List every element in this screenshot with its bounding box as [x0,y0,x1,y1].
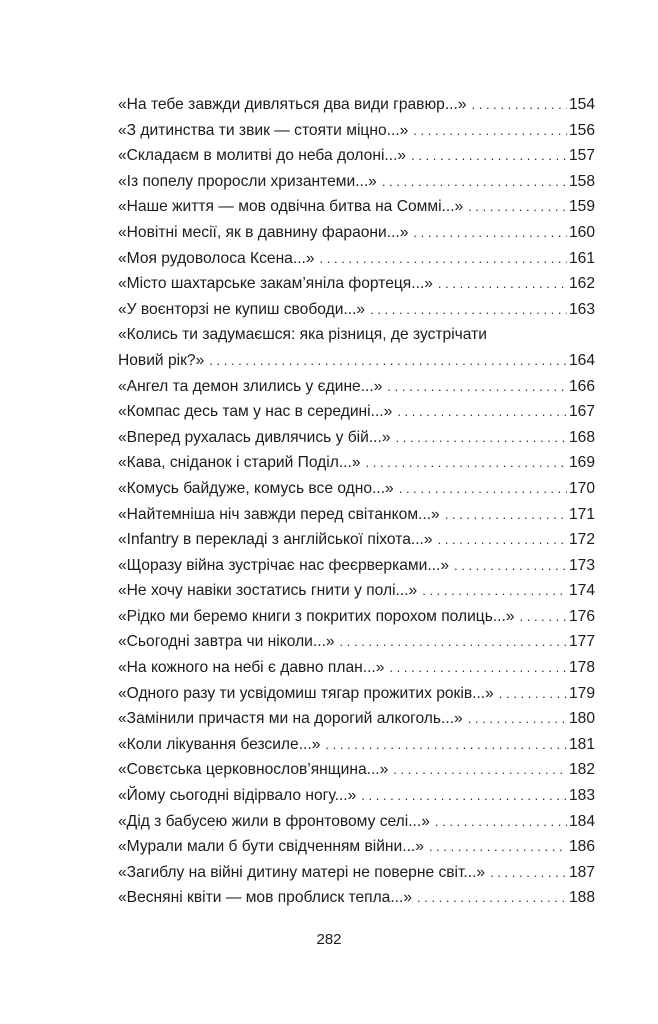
toc-entry-title-line1: «Колись ти задумаєшся: яка різниця, де зустрічати [118,326,487,344]
toc-entry-title: «Мурали мали б бути свідченням війни...» [118,838,424,856]
toc-entry [118,425,595,451]
toc-entry-page: 179 [568,684,595,702]
leader-dots [340,629,567,655]
leader-dots [397,399,567,425]
toc-entry [118,297,595,323]
toc-entry-title: «Наше життя — мов одвічна битва на Соммі...» [118,198,464,216]
toc-entry [118,681,595,707]
toc-entry [118,246,595,272]
leader-dots [382,169,567,195]
leader-dots [413,220,567,246]
leader-dots [387,374,567,400]
toc-entry-page: 172 [568,531,595,549]
leader-dots [389,655,567,681]
toc-entry-title: «Із попелу проросли хризантеми...» [118,172,377,190]
toc-entry-page: 160 [568,223,595,241]
toc-entry-page: 174 [568,582,595,600]
leader-dots [413,118,567,144]
toc-entry-page: 181 [568,735,595,753]
leader-dots [361,783,567,809]
toc-entry-page: 183 [568,787,595,805]
toc-entry-title: «Одного разу ти усвідомиш тягар прожитих років...» [118,684,494,702]
toc-entry-page: 158 [568,172,595,190]
toc-entry [118,604,595,630]
toc-entry-title: «На тебе завжди дивляться два види гравюр...» [118,96,467,113]
toc-entry-title: «Загиблу на війні дитину матері не поверне світ...» [118,863,486,881]
toc-entry-page: 163 [568,300,595,318]
leader-dots [417,885,567,911]
toc-entry-page: 173 [568,556,595,574]
leader-dots [438,527,567,553]
toc-entry-page: 162 [568,275,595,293]
leader-dots [468,706,567,732]
leader-dots [438,271,567,297]
toc-entry-title: «Ангел та демон злились у єдине...» [118,377,383,395]
toc-entry-page: 154 [568,96,595,113]
toc-entry-page: 188 [568,889,595,907]
toc-entry-title: «Кава, сніданок і старий Поділ...» [118,454,361,472]
toc-entry [118,450,595,476]
toc-entry-page: 161 [568,249,595,267]
toc-entry [118,757,595,783]
toc-entry-title: «Сьогодні завтра чи ніколи...» [118,633,335,651]
toc-entry [118,860,595,886]
leader-dots [435,809,567,835]
toc-entry [118,578,595,604]
leader-dots [370,297,567,323]
toc-entry-page: 157 [568,147,595,165]
leader-dots [320,246,567,272]
toc-entry-page: 180 [568,710,595,728]
leader-dots [396,425,567,451]
toc-entry-page: 166 [568,377,595,395]
toc-entry-title: «Не хочу навіки зостатись гнити у полі...» [118,582,418,600]
toc-entry-title: «Рідко ми беремо книги з покритих порохом полиць...» [118,607,515,625]
toc-entry-page: 164 [568,351,595,369]
leader-dots [454,553,567,579]
toc-entry [118,143,595,169]
toc-entry-title: «Складаєм в молитві до неба долоні...» [118,147,407,165]
table-of-contents [118,92,595,911]
leader-dots [445,502,567,528]
toc-entry-page: 184 [568,812,595,830]
toc-entry-title: «Дід з бабусею жили в фронтовому селі...» [118,812,430,830]
toc-entry [118,885,595,911]
toc-entry-page: 178 [568,659,595,677]
toc-entry-title: «Моя рудоволоса Ксена...» [118,249,315,267]
toc-entry-title: «На кожного на небі є давно план...» [118,659,385,677]
toc-entry-title: «Вперед рухалась дивлячись у бій...» [118,428,391,446]
toc-entry-page: 182 [568,761,595,779]
leader-dots [490,860,567,886]
toc-entry [118,118,595,144]
leader-dots [411,143,567,169]
toc-entry-title: «Йому сьогодні відірвало ногу...» [118,787,357,805]
leader-dots [209,348,567,374]
page-number: 282 [316,931,342,948]
toc-entry-title: «Найтемніша ніч завжди перед світанком...» [118,505,440,523]
toc-entry [118,92,595,118]
toc-entry-page: 171 [568,505,595,523]
toc-entry-title: «Весняні квіти — мов проблиск тепла...» [118,889,413,907]
toc-entry [118,374,595,400]
toc-entry [118,629,595,655]
leader-dots [520,604,567,630]
toc-entry-page: 187 [568,863,595,881]
toc-entry [118,169,595,195]
leader-dots [468,194,567,220]
toc-entry [118,220,595,246]
leader-dots [472,92,567,118]
toc-entry-title: «Щоразу війна зустрічає нас феєрверками...» [118,556,450,574]
toc-entry-title: «З дитинства ти звик — стояти міцно...» [118,121,409,139]
toc-entry-title: «Компас десь там у нас в середині...» [118,403,393,421]
leader-dots [499,681,567,707]
leader-dots [429,834,567,860]
leader-dots [366,450,567,476]
toc-entry [118,783,595,809]
toc-entry-page: 177 [568,633,595,651]
toc-entry-page: 186 [568,838,595,856]
leader-dots [422,578,567,604]
leader-dots [393,757,567,783]
toc-entry-title: «Коли лікування безсиле...» [118,735,321,753]
toc-entry [118,476,595,502]
leader-dots [399,476,567,502]
toc-entry-page: 170 [568,479,595,497]
leader-dots [325,732,567,758]
toc-entry [118,502,595,528]
toc-entry [118,834,595,860]
toc-entry-title: Новий рік?» [118,351,205,369]
toc-entry-title: «Новітні месії, як в давнину фараони...» [118,223,409,241]
toc-entry [118,553,595,579]
toc-entry-page: 168 [568,428,595,446]
toc-entry-page: 176 [568,607,595,625]
toc-entry [118,732,595,758]
toc-entry [118,271,595,297]
toc-entry [118,194,595,220]
toc-entry-page: 156 [568,121,595,139]
toc-entry-title: «Місто шахтарське закам’яніла фортеця...» [118,275,433,293]
toc-entry-title: «Infantry в перекладі з англійської піхота...» [118,531,433,549]
toc-entry-title: «У воєнторзі не купиш свободи...» [118,300,366,318]
toc-entry-page: 169 [568,454,595,472]
toc-entry-page: 159 [568,198,595,216]
toc-entry-title: «Совєтська церковнослов’янщина...» [118,761,389,779]
toc-entry [118,399,595,425]
toc-entry [118,527,595,553]
toc-entry [118,322,595,373]
toc-entry-title: «Комусь байдуже, комусь все одно...» [118,479,394,497]
toc-entry [118,809,595,835]
toc-entry [118,655,595,681]
toc-entry-page: 167 [568,403,595,421]
toc-entry [118,706,595,732]
toc-entry-title: «Замінили причастя ми на дорогий алкоголь...» [118,710,463,728]
